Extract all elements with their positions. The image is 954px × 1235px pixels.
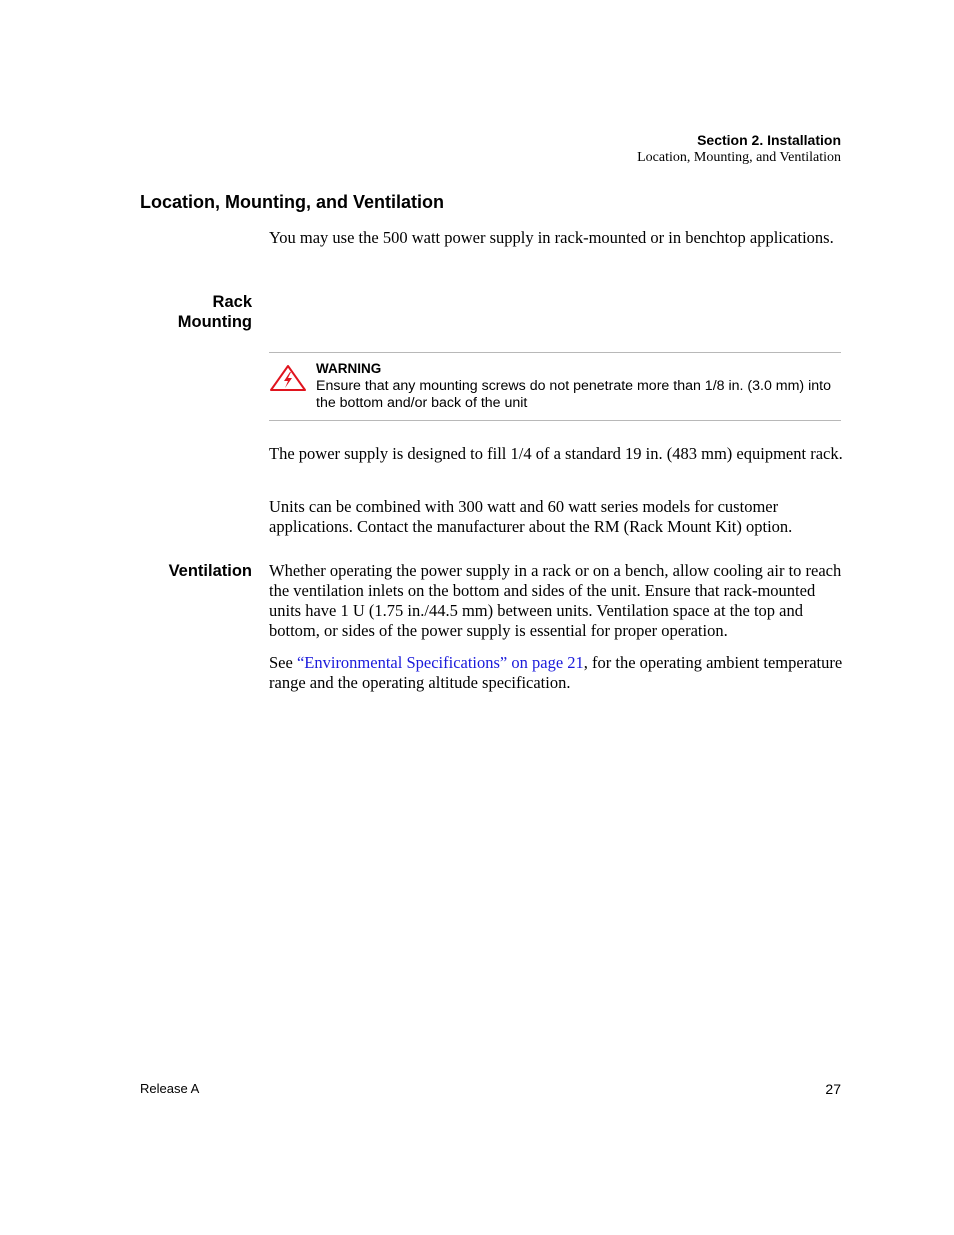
warning-title: WARNING: [316, 361, 382, 376]
footer-release: Release A: [140, 1081, 200, 1096]
see-suffix: , for the operating ambient temperature range and the operating altitude specification.: [269, 653, 843, 692]
ventilation-paragraph-2: [269, 653, 844, 693]
warning-text: Ensure that any mounting screws do not penetrate more than 1/8 in. (3.0 mm) into the bottom and/or back of the unit: [316, 378, 831, 411]
page-title: Location, Mounting, and Ventilation: [140, 192, 444, 212]
environmental-specifications-link[interactable]: “Environmental Specifications” on page 21: [296, 653, 584, 672]
rack-mounting-heading: [178, 292, 252, 332]
footer-page-number: 27: [825, 1081, 841, 1097]
rack-mounting-heading-line2: Mounting: [177, 313, 252, 331]
rack-paragraph-1: The power supply is designed to fill 1/4 of a standard 19 in. (483 mm) equipment rack.: [269, 444, 843, 463]
running-header: [637, 131, 841, 167]
high-voltage-warning-icon: [269, 364, 307, 392]
header-section-title: Section 2. Installation: [697, 132, 841, 148]
intro-paragraph: You may use the 500 watt power supply in rack-mounted or in benchtop applications.: [269, 228, 834, 247]
ventilation-heading: Ventilation: [168, 562, 252, 580]
rack-paragraph-2: Units can be combined with 300 watt and 60 watt series models for customer applications. Contact the manufacturer about the RM (Rack Mount Kit) option.: [269, 497, 793, 536]
rack-mounting-heading-line1: Rack: [212, 293, 252, 311]
header-subsection-title: Location, Mounting, and Ventilation: [637, 150, 841, 165]
ventilation-paragraph-1: Whether operating the power supply in a rack or on a bench, allow cooling air to reach the ventilation inlets on the bottom and sides of the unit. Ensure that rack-mounted units have 1 U (1.75 in./44.5 mm) between units. Ventilation space at the top and bottom, or sides of the power supply is essential for proper operation.: [269, 561, 842, 640]
see-prefix: See: [269, 653, 297, 672]
warning-callout: [269, 352, 841, 421]
